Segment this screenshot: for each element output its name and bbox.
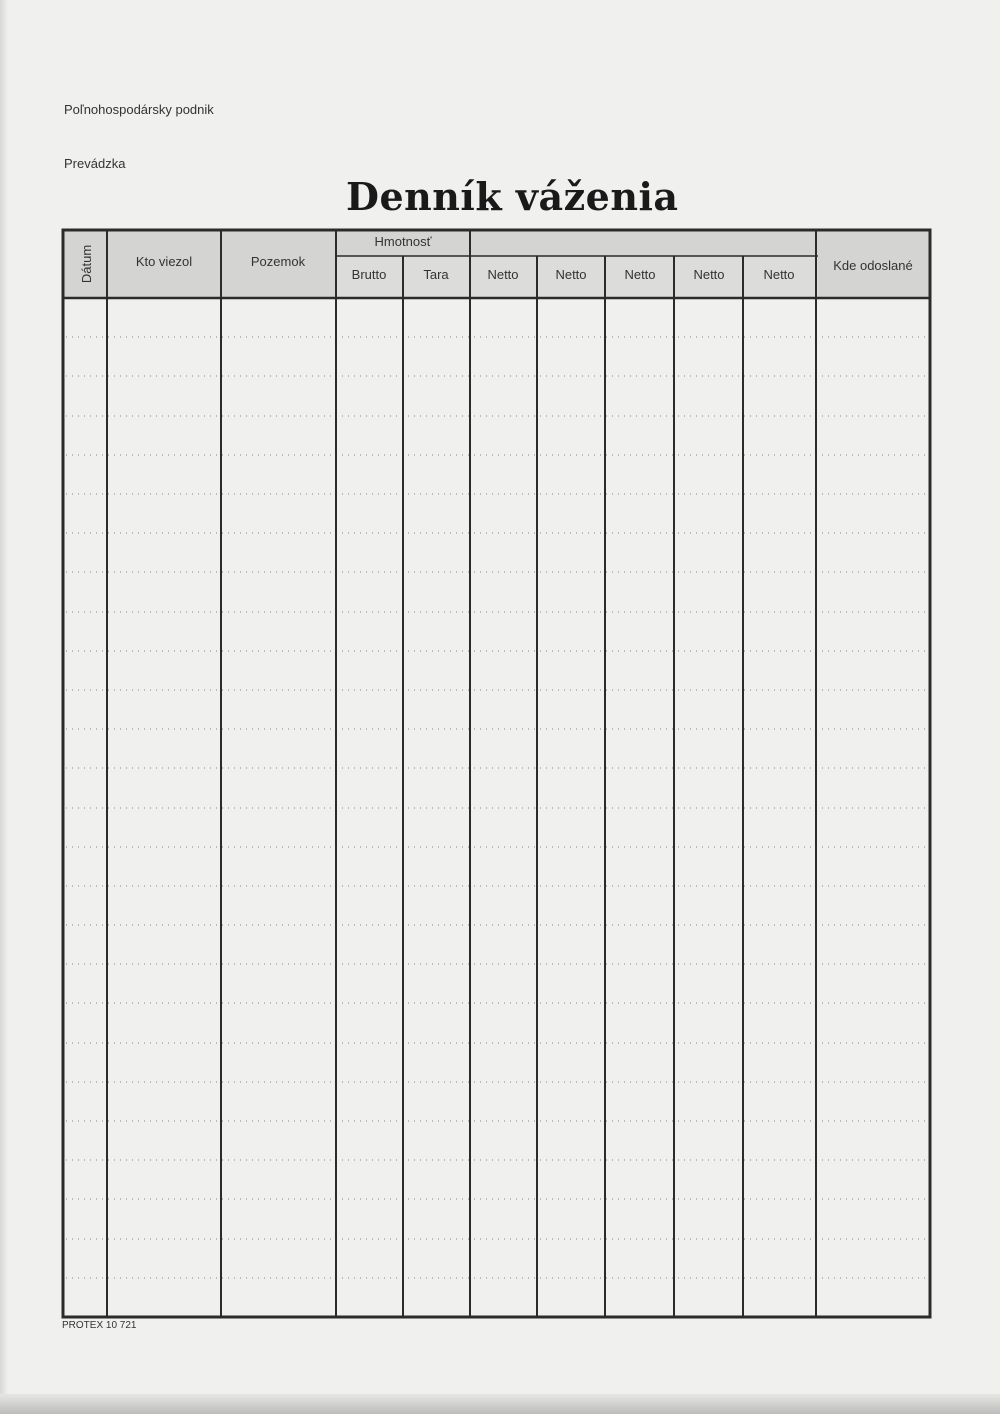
col-header-weight-group: Hmotnosť (374, 234, 432, 249)
col-header-net: Netto (624, 267, 656, 282)
table-frame (63, 230, 930, 1317)
col-header-net: Netto (555, 267, 587, 282)
col-header-plot: Pozemok (250, 254, 306, 269)
dotted-writing-lines (66, 337, 927, 1278)
col-header-tare: Tara (423, 267, 449, 282)
plant-field-label: Prevádzka (64, 156, 126, 171)
farm-field-label: Poľnohospodársky podnik (64, 102, 214, 117)
col-header-net: Netto (487, 267, 519, 282)
col-header-destination: Kde odoslané (833, 258, 913, 273)
col-header-date: Dátum (79, 244, 94, 284)
form-code: PROTEX 10 721 (62, 1320, 137, 1331)
paper-bottom-edge (0, 1394, 1000, 1414)
col-header-net: Netto (693, 267, 725, 282)
form-title: Denník váženia (346, 174, 679, 219)
col-header-gross: Brutto (351, 267, 387, 282)
col-header-net: Netto (763, 267, 795, 282)
col-header-driver: Kto viezol (135, 254, 193, 269)
